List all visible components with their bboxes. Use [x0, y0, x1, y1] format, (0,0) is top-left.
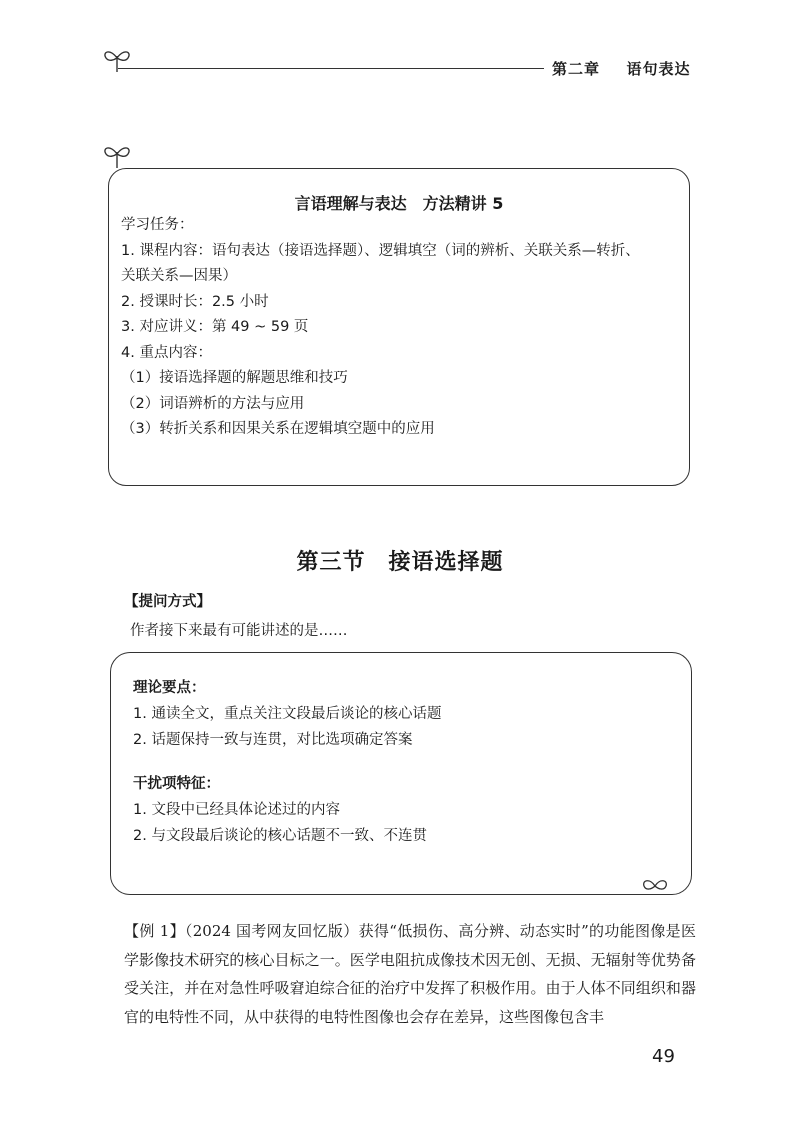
theory-point: 1. 通读全文，重点关注文段最后谈论的核心话题: [133, 706, 442, 722]
study-task-line: （3）转折关系和因果关系在逻辑填空题中的应用: [121, 421, 435, 437]
section-title: 第三节 接语选择题: [296, 549, 504, 575]
study-box-title: 言语理解与表达 方法精讲 5: [294, 194, 504, 213]
sprout-icon: [100, 44, 134, 74]
leaf-icon: [640, 876, 670, 894]
chapter-title: 语句表达: [626, 60, 691, 78]
study-task-list: [121, 213, 677, 443]
question-format-text: 作者接下来最有可能讲述的是……: [130, 623, 348, 639]
study-task-line: 1. 课程内容：语句表达（接语选择题）、逻辑填空（词的辨析、关联关系—转折、: [121, 242, 640, 259]
question-format-label: 【提问方式】: [124, 594, 211, 610]
study-task-box: [108, 168, 690, 486]
study-task-label: 学习任务：: [121, 217, 194, 233]
theory-box: [110, 652, 692, 895]
study-task-line: （2）词语辨析的方法与应用: [121, 395, 305, 412]
study-task-line: 2. 授课时长：2.5 小时: [121, 293, 269, 310]
page-number: 49: [652, 1046, 675, 1067]
chapter-number: 第二章: [552, 60, 601, 78]
chapter-header: [552, 58, 691, 79]
theory-point: 2. 话题保持一致与连贯，对比选项确定答案: [133, 732, 413, 748]
distractor-item: 1. 文段中已经具体论述过的内容: [133, 802, 340, 818]
header-rule: [118, 68, 544, 69]
study-task-line: 3. 对应讲义：第 49 ~ 59 页: [121, 319, 309, 335]
study-task-line: 关联关系—因果）: [121, 268, 237, 284]
distractor-item: 2. 与文段最后谈论的核心话题不一致、不连贯: [133, 828, 427, 844]
study-task-line: 4. 重点内容：: [121, 344, 212, 361]
sprout-icon: [100, 140, 134, 170]
study-task-line: （1）接语选择题的解题思维和技巧: [121, 370, 348, 386]
distractor-label: 干扰项特征：: [133, 776, 220, 792]
theory-points-label: 理论要点：: [133, 680, 206, 696]
example-paragraph: 【例 1】（2024 国考网友回忆版）获得“低损伤、高分辨、动态实时”的功能图像是医学影像技术研究的核心目标之一。医学电阻抗成像技术因无创、无损、无辐射等优势备受关注，并在对急性呼吸窘迫综合征的治疗中发挥了积极作用。由于人体不同组织和器官的电特性不同，从中获得的电特性图像也会存在差异，这些图像包含丰: [124, 922, 696, 1026]
theory-content: [133, 675, 679, 849]
